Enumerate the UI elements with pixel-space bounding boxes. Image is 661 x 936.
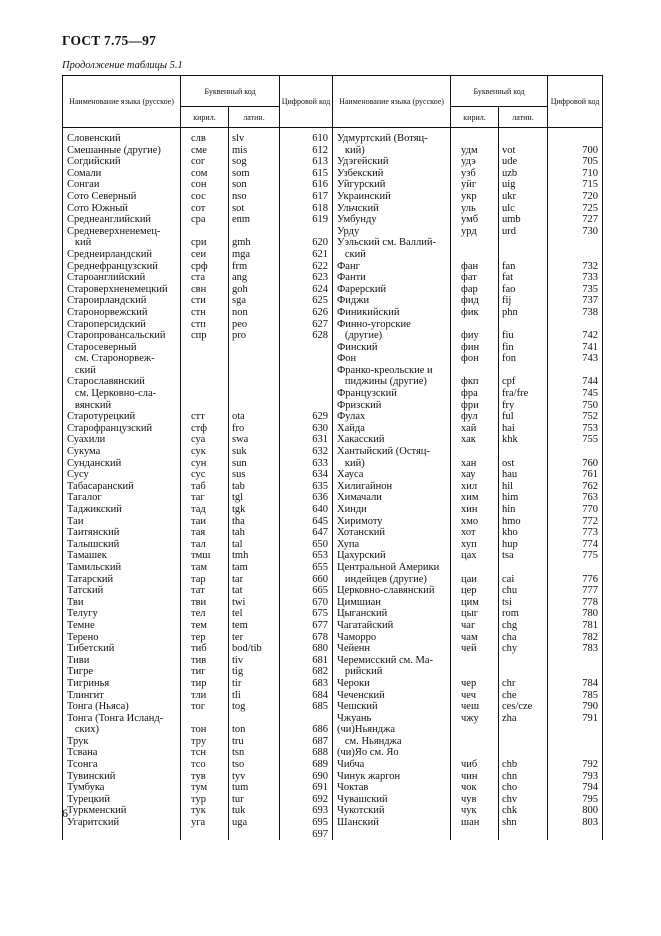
header-cyrillic: кирил. [181, 107, 229, 128]
header-latin: латин. [229, 107, 280, 128]
header-language-name: Наименование языка (русское) [63, 76, 181, 128]
header-letter-code: Буквенный код [451, 76, 548, 107]
header-letter-code: Буквенный код [181, 76, 280, 107]
right-language-names: Удмуртский (Вотяц- кий) Удэгейский Узбекский Уйгурский Украинский Ульчский Умбунду Урду Уэльский см. Валлий- ский Фанг Фанти Фарерский Фиджи Финикийский Финно-угорские (другие) Финский Фон Франко-креольские и пиджины (другие) Французский Фризский Фулах Хайда Хакасский Хантыйский (Остяц- кий) Хауса Хилигайнон Химачали Хинди Хиримоту Хотанский Хупа Цахурский Центральной Америки индейцев (другие) Церковно-славянский Цимшиан Цыганский Чагатайский Чаморро Чейенн Черемисский см. Ма- рийский Чероки Чеченский Чешский Чжуань (чи)Ньянджа см. Ньянджа (чи)Яо см. Яо Чибча Чинук жаргон Чоктав Чувашский Чукотский Шанский [333, 128, 451, 841]
header-cyrillic: кирил. [451, 107, 499, 128]
header-digital-code: Цифровой код [548, 76, 603, 128]
document-title: ГОСТ 7.75—97 [62, 33, 157, 48]
right-digital-codes: 700 705 710 715 720 725 727 730 732 733 735 737 738 742 741 743 744 745 750 752 753 755 760 761 762 763 770 772 773 774 775 776 777 778 780 781 782 783 784 785 790 791 792 793 794 795 800 803 [548, 128, 603, 841]
page-number: 6 [62, 806, 68, 820]
header-digital-code: Цифровой код [280, 76, 333, 128]
language-code-table [62, 75, 602, 840]
header-latin: латин. [499, 107, 548, 128]
left-latin-codes: slv mis sog som son nso sot enm gmh mga frm ang goh sga non peo pro ota fro swa suk sun sus tab tgl tgk tha tah tal tmh tam tar tat twi tel tem ter bod/tib tiv tig tir tli tog ton tru tsn tso tyv tum tur tuk uga [229, 128, 280, 841]
left-language-names: Словенский Смешанные (другие) Согдийский Сомали Сонгаи Сото Северный Сото Южный Среднеанглийский Средневерхненемец- кий Среднеирландский Среднефранцузский Староанглийский Староверхненемецкий Староирландский Старонорвежский Староперсидский Старопровансальский Старосеверный см. Старонорвеж- ский Старославянский см. Церковно-сла- вянский Старотурецкий Старофранцузский Суахили Сукума Сунданский Сусу Табасаранский Тагалог Таджикский Таи Таитянский Талышский Тамашек Тамильский Татарский Татский Тви Телугу Темне Терено Тибетский Тиви Тигре Тигринья Тлингит Тонга (Ньяса) Тонга (Тонга Исланд- ских) Трук Тсвана Тсонга Тувинский Тумбука Турецкий Туркменский Угаритский [63, 128, 181, 841]
right-cyrillic-codes: удм удэ узб уйг укр уль умб урд фан фат фар фид фик фиу фин фон фкп фра фри фул хай хак хан хау хил хим хин хмо хот хуп цах цаи цер цим цыг чаг чам чей чер чеч чеш чжу чиб чин чок чув чук шан [451, 128, 499, 841]
left-cyrillic-codes: слв сме сог сом сон сос сот сра сри сеи срф ста свн сти стн стп спр стт стф суа сук сун сус таб таг тад таи тая тал тмш там тар тат тви тел тем тер тиб тив тиг тир тли тог тон тру тсн тсо тув тум тур тук уга [181, 128, 229, 841]
header-language-name: Наименование языка (русское) [333, 76, 451, 128]
left-digital-codes: 610 612 613 615 616 617 618 619 620 621 622 623 624 625 626 627 628 629 630 631 632 633 634 635 636 640 645 647 650 653 655 660 665 670 675 677 678 680 681 682 683 684 685 686 687 688 689 690 691 692 693 695 697 [280, 128, 333, 841]
right-latin-codes: vot ude uzb uig ukr ulc umb urd fan fat fao fij phn fiu fin fon cpf fra/fre fry ful hai khk ost hau hil him hin hmo kho hup tsa cai chu tsi rom chg cha chy chr che ces/cze zha chb chn cho chv chk shn [499, 128, 548, 841]
table-caption: Продолжение таблицы 5.1 [62, 60, 183, 71]
